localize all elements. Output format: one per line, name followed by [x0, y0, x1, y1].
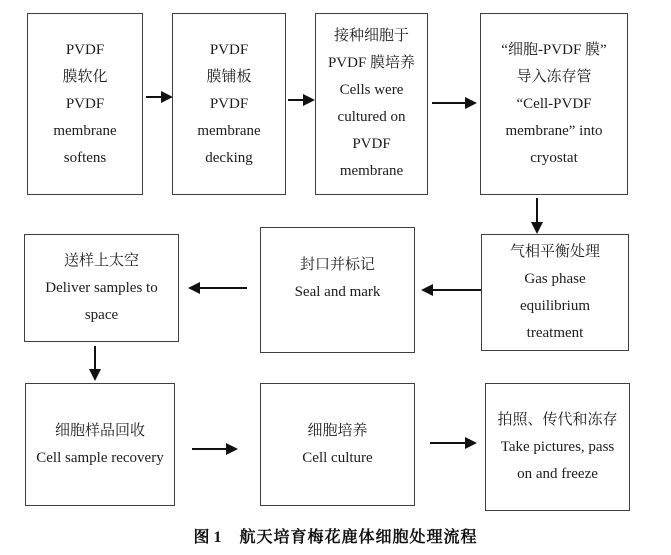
flow-box-pictures-pass-freeze — [485, 383, 630, 511]
box-text-line: Cells were — [339, 82, 404, 98]
figure-caption-label: 图 1 — [193, 529, 222, 546]
figure-caption-title: 航天培育梅花鹿体细胞处理流程 — [239, 529, 478, 546]
flow-box-cells-cultured-on-pvdf — [315, 13, 428, 195]
flow-box-gas-phase-equilibrium — [481, 234, 629, 351]
box-text-line: 封口并标记 — [299, 257, 375, 273]
box-text-line: 拍照、传代和冻存 — [497, 411, 618, 428]
arrow-softens-to-decking-icon — [146, 96, 161, 98]
box-text-line: “细胞-PVDF 膜” — [501, 41, 607, 58]
box-text-line: cryostat — [530, 149, 578, 166]
box-text-line: decking — [205, 149, 253, 166]
box-text-line: PVDF — [352, 136, 391, 152]
box-text-line: cultured on — [337, 109, 406, 125]
arrow-decking-to-culture-icon — [288, 99, 303, 101]
flow-box-cell-sample-recovery — [25, 383, 175, 506]
flow-box-pvdf-membrane-decking — [172, 13, 286, 195]
box-text-line: 送样上太空 — [63, 252, 139, 269]
box-text-line: 细胞培养 — [307, 422, 368, 439]
flow-box-seal-and-mark — [260, 227, 415, 353]
arrow-cryostat-to-gasphase-icon — [536, 198, 538, 222]
box-text-line: Deliver samples to — [45, 279, 158, 296]
flow-box-deliver-samples-to-space — [24, 234, 179, 342]
box-text-line: PVDF — [65, 41, 105, 58]
arrow-recovery-to-cellculture-icon — [192, 448, 226, 450]
box-text-line: softens — [63, 149, 107, 166]
box-text-line: Gas phase — [524, 270, 586, 287]
arrow-culture-to-cryostat-icon — [432, 102, 465, 104]
box-text-line: membrane — [197, 122, 261, 139]
box-text-line: Cell culture — [302, 449, 373, 466]
box-text-line: “Cell-PVDF — [516, 95, 592, 112]
box-text-line: Take pictures, pass — [500, 438, 615, 455]
box-text-line: PVDF — [209, 95, 249, 112]
box-text-line: equilibrium — [520, 297, 590, 314]
box-text-line: on and freeze — [517, 465, 598, 482]
flow-box-pvdf-membrane-softens — [27, 13, 143, 195]
flow-box-cell-culture — [260, 383, 415, 506]
box-text-line: 细胞样品回收 — [54, 422, 145, 439]
box-text-line: 膜铺板 — [206, 68, 252, 85]
box-text-line: PVDF — [65, 95, 105, 112]
box-text-line: 膜软化 — [62, 68, 108, 85]
box-text-line: treatment — [526, 324, 584, 341]
box-text-line: membrane — [339, 163, 404, 179]
box-text-line: PVDF 膜培养 — [327, 55, 416, 71]
box-text-line: space — [84, 306, 119, 323]
box-text-line: membrane” into — [505, 122, 603, 139]
arrow-deliver-to-recovery-icon — [94, 346, 96, 369]
flow-box-membrane-into-cryostat — [480, 13, 628, 195]
box-text-line: PVDF — [209, 41, 249, 58]
box-text-line: 接种细胞于 — [333, 28, 409, 44]
arrow-gasphase-to-seal-icon — [433, 289, 481, 291]
box-text-line: 气相平衡处理 — [509, 243, 600, 260]
figure-caption — [0, 524, 671, 547]
arrow-cellculture-to-freeze-icon — [430, 442, 465, 444]
box-text-line: membrane — [53, 122, 117, 139]
box-text-line: Cell sample recovery — [36, 449, 164, 466]
box-text-line: Seal and mark — [294, 284, 381, 300]
arrow-seal-to-deliver-icon — [200, 287, 247, 289]
box-text-line: 导入冻存管 — [516, 68, 592, 85]
